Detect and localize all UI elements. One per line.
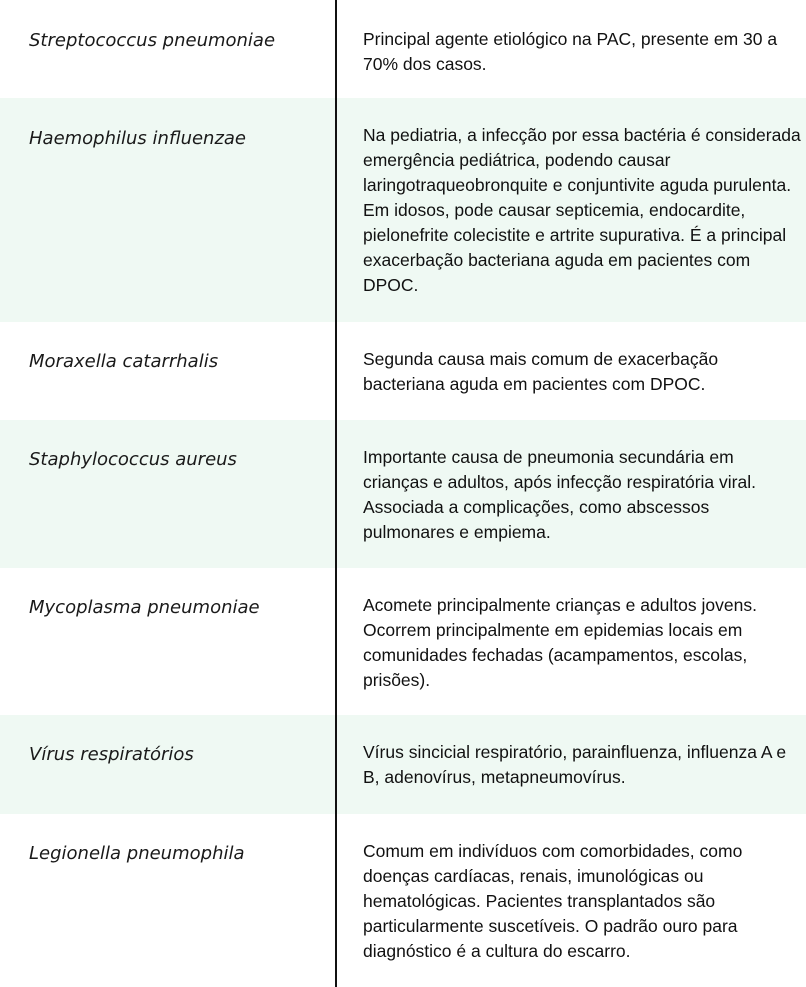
organism-description: Acomete principalmente crianças e adultos jovens. Ocorrem principalmente em epidemias locais em comunidades fechadas (acampamentos, escolas, prisões). — [363, 595, 757, 690]
organism-name: Vírus respiratórios — [29, 744, 194, 765]
organism-name: Legionella pneumophila — [29, 843, 245, 864]
table-row — [0, 568, 806, 715]
organism-description: Importante causa de pneumonia secundária em crianças e adultos, após infecção respiratória viral. Associada a complicações, como abscessos pulmonares e empiema. — [363, 447, 756, 542]
organism-name: Mycoplasma pneumoniae — [29, 597, 260, 618]
column-divider — [335, 0, 337, 987]
organism-name: Staphylococcus aureus — [29, 449, 237, 470]
table-row — [0, 715, 806, 814]
organism-description: Vírus sincicial respiratório, parainfluenza, influenza A e B, adenovírus, metapneumovírus. — [363, 742, 787, 787]
organism-description: Principal agente etiológico na PAC, presente em 30 a 70% dos casos. — [363, 29, 778, 74]
organism-name: Streptococcus pneumoniae — [29, 30, 276, 51]
table-row — [0, 98, 806, 322]
table-row — [0, 420, 806, 568]
organism-description: Comum em indivíduos com comorbidades, como doenças cardíacas, renais, imunológicas ou hematológicas. Pacientes transplantados são particularmente suscetíveis. O padrão ouro para diagnóstico é a cultura do escarro. — [363, 841, 743, 961]
organism-name: Haemophilus influenzae — [29, 128, 247, 149]
organism-description: Segunda causa mais comum de exacerbação bacteriana aguda em pacientes com DPOC. — [363, 349, 719, 394]
table-row — [0, 0, 806, 98]
table-row — [0, 322, 806, 420]
table-row — [0, 814, 806, 987]
organism-name: Moraxella catarrhalis — [29, 351, 219, 372]
organism-description: Na pediatria, a infecção por essa bactéria é considerada emergência pediátrica, podendo causar laringotraqueobronquite e conjuntivite aguda purulenta. Em idosos, pode causar septicemia, endocardite, pielonefrite colecistite e artrite supurativa. É a principal exacerbação bacteriana aguda em pacientes com DPOC. — [363, 125, 801, 295]
